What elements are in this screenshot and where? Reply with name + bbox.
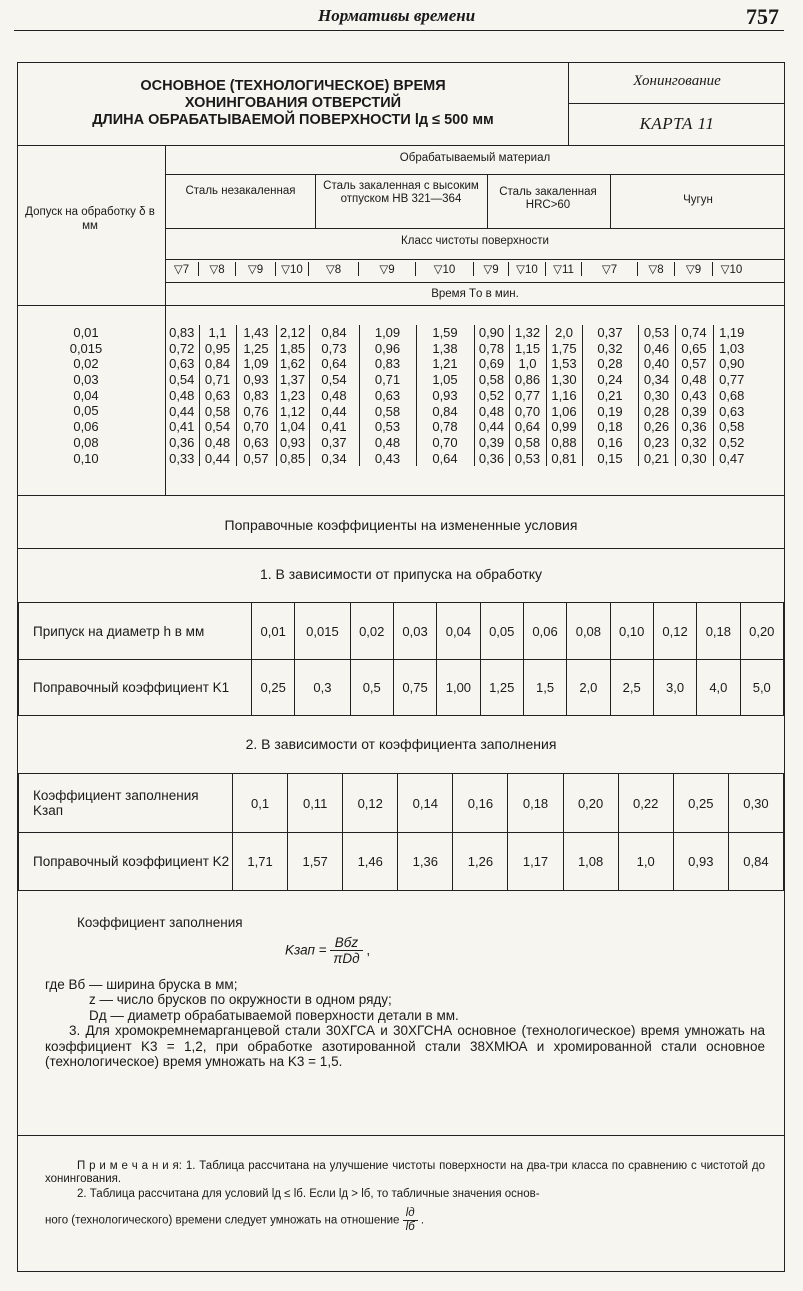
- time-value: 0,26: [638, 419, 675, 435]
- time-value: 0,53: [509, 451, 546, 467]
- time-value: 0,32: [675, 435, 713, 451]
- k1-value: 0,5: [350, 660, 393, 716]
- time-value: 0,57: [675, 356, 713, 372]
- time-value: 0,28: [582, 356, 638, 372]
- fill-value: 0,11: [288, 774, 343, 833]
- time-row: [165, 404, 750, 420]
- k1-value: 0,3: [295, 660, 350, 716]
- paragraph-3: 3. Для хромокремнемарганцевой стали 30ХГСА и 30ХГСНА основное (технологическое) время умножать на коэффициент K3 = 1,2, при обработке азотированной стали 38ХМЮА и хромированной стали основное (технологическое) время умножать на K3 = 1,5.: [45, 1023, 765, 1069]
- time-value: 0,96: [359, 341, 416, 357]
- k2-value: 1,26: [453, 833, 508, 891]
- time-value: 0,18: [582, 419, 638, 435]
- formula-block: [45, 915, 765, 1070]
- time-value: 0,44: [165, 404, 199, 420]
- title-divider: [568, 63, 569, 145]
- time-value: 1,06: [546, 404, 582, 420]
- allowance-value: 0,04: [437, 603, 480, 660]
- k2-value: 1,0: [618, 833, 673, 891]
- fill-table: [18, 773, 784, 891]
- allowance-table: [18, 602, 784, 716]
- corrections-title: Поправочные коэффициенты на измененные условия: [224, 517, 578, 533]
- surface-class-cell: ▽9: [474, 262, 509, 276]
- notes: [45, 1160, 765, 1234]
- where-line-2: z — число брусков по окружности в одном ряду;: [89, 992, 392, 1007]
- time-value: 0,90: [474, 325, 509, 341]
- time-value: 1,75: [546, 341, 582, 357]
- surface-class-cell: ▽9: [359, 262, 416, 276]
- time-value: 0,54: [199, 419, 236, 435]
- time-value: 0,34: [309, 451, 359, 467]
- surface-class-cell: ▽10: [509, 262, 546, 276]
- time-value: 1,09: [359, 325, 416, 341]
- time-value: 0,83: [165, 325, 199, 341]
- time-value: 0,86: [509, 372, 546, 388]
- k2-label: Поправочный коэффициент K2: [19, 833, 233, 891]
- time-value: 0,88: [546, 435, 582, 451]
- section-1-title: 1. В зависимости от припуска на обработку: [259, 566, 543, 582]
- time-value: 1,0: [509, 356, 546, 372]
- note-2-end: .: [420, 1214, 425, 1227]
- tolerance-value: 0,10: [73, 450, 99, 466]
- fill-value: 0,14: [398, 774, 453, 833]
- fill-value: 0,16: [453, 774, 508, 833]
- time-value: 0,23: [638, 435, 675, 451]
- time-value: 0,68: [719, 387, 745, 403]
- allowance-value: 0,08: [567, 603, 610, 660]
- time-value: 0,73: [309, 341, 359, 357]
- fill-value: 0,25: [673, 774, 728, 833]
- time-value: 2,0: [546, 325, 582, 341]
- k2-value: 1,17: [508, 833, 563, 891]
- time-value: 0,52: [474, 388, 509, 404]
- time-value: 0,90: [719, 356, 745, 372]
- time-value: 1,37: [276, 372, 309, 388]
- time-row: [165, 356, 750, 372]
- time-value: 0,65: [675, 341, 713, 357]
- k2-value: 0,93: [673, 833, 728, 891]
- time-row: [165, 435, 750, 451]
- surface-class-cell: ▽11: [546, 262, 582, 276]
- surface-class-cell: ▽9: [675, 262, 713, 276]
- time-value: 0,39: [474, 435, 509, 451]
- time-value: 1,53: [546, 356, 582, 372]
- note-1: П р и м е ч а н и я: 1. Таблица рассчитана на улучшение чистоты поверхности на два-три класса по сравнению с чистотой до хонингования.: [45, 1160, 765, 1185]
- material-header: Обрабатываемый материал: [399, 152, 551, 164]
- card-title-line-3: ДЛИНА ОБРАБАТЫВАЕМОЙ ПОВЕРХНОСТИ lд ≤ 500 мм: [92, 112, 494, 128]
- tolerance-value: 0,02: [73, 356, 99, 372]
- time-value: 0,99: [546, 419, 582, 435]
- material-unhardened-steel: Сталь незакаленная: [185, 185, 296, 197]
- k1-value: 1,00: [437, 660, 480, 716]
- time-value: 0,15: [582, 451, 638, 467]
- time-value: 0,63: [719, 403, 745, 419]
- material-tempered-steel: Сталь закаленная с высоким отпуском НВ 321—364: [323, 180, 479, 205]
- tolerance-value: 0,05: [73, 403, 99, 419]
- tolerance-value: 0,03: [73, 372, 99, 388]
- fill-value: 0,30: [728, 774, 783, 833]
- time-value: 1,19: [719, 325, 745, 340]
- k2-value: 1,08: [563, 833, 618, 891]
- time-value: 1,12: [276, 404, 309, 420]
- time-value: 0,58: [199, 404, 236, 420]
- k1-value: 0,25: [252, 660, 295, 716]
- time-value: 1,21: [416, 356, 474, 372]
- time-value: 0,47: [719, 450, 745, 466]
- time-value: 0,48: [474, 404, 509, 420]
- time-value: 0,34: [638, 372, 675, 388]
- where-line-1: где Bб — ширина бруска в мм;: [45, 976, 238, 992]
- time-value: 0,41: [309, 419, 359, 435]
- time-value: 0,48: [199, 435, 236, 451]
- corrections-title-rule: [18, 548, 784, 549]
- time-value: 0,58: [509, 435, 546, 451]
- allowance-value: 0,03: [393, 603, 436, 660]
- time-value: 0,77: [509, 388, 546, 404]
- where-line-3: Dд — диаметр обрабатываемой поверхности детали в мм.: [89, 1007, 459, 1023]
- class-row-bottom-rule: [165, 282, 784, 283]
- time-value: 0,72: [165, 341, 199, 357]
- fill-value: 0,1: [233, 774, 288, 833]
- time-value: 0,37: [309, 435, 359, 451]
- time-value: 0,24: [582, 372, 638, 388]
- k2-value: 1,71: [233, 833, 288, 891]
- class-header-top-rule: [165, 228, 784, 229]
- time-value: 0,84: [416, 404, 474, 420]
- time-value: 1,04: [276, 419, 309, 435]
- time-value: 0,48: [309, 388, 359, 404]
- time-value: 0,48: [359, 435, 416, 451]
- time-value: 1,43: [236, 325, 276, 341]
- time-value: 0,64: [416, 451, 474, 467]
- time-value: 0,70: [416, 435, 474, 451]
- running-head: [0, 6, 803, 28]
- time-value: 0,74: [675, 325, 713, 341]
- k1-value: 2,5: [610, 660, 653, 716]
- fill-value: 0,18: [508, 774, 563, 833]
- allowance-value: 0,015: [295, 603, 350, 660]
- time-value: 0,81: [546, 451, 582, 467]
- time-value: 0,70: [509, 404, 546, 420]
- tolerance-value: 0,01: [73, 325, 99, 340]
- time-value: 0,93: [416, 388, 474, 404]
- k1-label: Поправочный коэффициент K1: [19, 660, 252, 716]
- fill-row: [19, 774, 784, 833]
- k1-value: 5,0: [740, 660, 783, 716]
- time-row: [165, 372, 750, 388]
- tolerance-value: 0,04: [73, 387, 99, 403]
- k2-value: 0,84: [728, 833, 783, 891]
- time-value: 0,63: [359, 388, 416, 404]
- surface-class-cell: ▽8: [309, 262, 359, 276]
- surface-class-cell: ▽8: [638, 262, 675, 276]
- time-value: 1,03: [719, 340, 745, 356]
- time-value: 0,41: [165, 419, 199, 435]
- time-value: 1,15: [509, 341, 546, 357]
- time-value: 1,32: [509, 325, 546, 341]
- material-cast-iron: Чугун: [683, 194, 713, 206]
- time-value: 0,84: [199, 356, 236, 372]
- time-value: 1,05: [416, 372, 474, 388]
- card-title-line-2: ХОНИНГОВАНИЯ ОТВЕРСТИЙ: [184, 95, 402, 111]
- formula-denominator: πDд: [333, 951, 360, 966]
- ratio-fraction: [403, 1207, 418, 1234]
- time-value: 0,52: [719, 434, 745, 450]
- tolerance-col-divider-body: [165, 305, 166, 495]
- time-value: 0,36: [165, 435, 199, 451]
- tolerance-col-divider: [165, 145, 166, 305]
- time-value: 0,21: [582, 388, 638, 404]
- time-value: 0,58: [474, 372, 509, 388]
- card-title: [18, 63, 568, 145]
- ratio-numerator: lд: [403, 1207, 418, 1221]
- material-divider: [610, 174, 611, 228]
- fill-value: 0,12: [343, 774, 398, 833]
- k1-value: 1,25: [480, 660, 523, 716]
- notes-rule: [18, 1135, 784, 1136]
- material-header-rule: [165, 174, 784, 175]
- time-value: 0,85: [276, 451, 309, 467]
- page-number: 757: [746, 4, 779, 29]
- allowance-value: 0,05: [480, 603, 523, 660]
- k1-value: 0,75: [393, 660, 436, 716]
- allowance-value: 0,06: [523, 603, 566, 660]
- tolerance-header: Допуск на обработку δ в мм: [25, 206, 155, 232]
- running-head-title: Нормативы времени: [318, 6, 476, 25]
- time-value: 1,23: [276, 388, 309, 404]
- surface-class-cell: ▽10: [416, 262, 474, 276]
- time-value: 0,76: [236, 404, 276, 420]
- time-value: 1,62: [276, 356, 309, 372]
- note-2b: ного (технологического) времени следует умножать на отношение: [45, 1214, 400, 1227]
- surface-class-cell: ▽10: [276, 262, 309, 276]
- main-table-bottom-rule: [18, 495, 784, 496]
- time-value: 0,39: [675, 404, 713, 420]
- surface-class-cell: ▽7: [582, 262, 638, 276]
- time-value: 0,19: [582, 404, 638, 420]
- time-value: 0,30: [638, 388, 675, 404]
- time-row: [165, 419, 750, 435]
- section-2-title: 2. В зависимости от коэффициента заполнения: [245, 736, 557, 752]
- time-value: 0,78: [416, 419, 474, 435]
- k1-row: [19, 660, 784, 716]
- time-value: 0,83: [359, 356, 416, 372]
- time-value: 1,85: [276, 341, 309, 357]
- card-number: КАРТА 11: [639, 114, 715, 133]
- time-value: 0,71: [199, 372, 236, 388]
- time-value: 0,63: [236, 435, 276, 451]
- formula-tail: ,: [366, 942, 371, 958]
- time-value: 0,63: [199, 388, 236, 404]
- k1-value: 3,0: [653, 660, 696, 716]
- k1-value: 2,0: [567, 660, 610, 716]
- formula-fraction: [330, 935, 362, 967]
- time-value: 1,1: [199, 325, 236, 341]
- time-row: [165, 388, 750, 404]
- time-value: 0,53: [638, 325, 675, 341]
- k2-value: 1,36: [398, 833, 453, 891]
- formula-heading: Коэффициент заполнения: [77, 915, 243, 930]
- time-value: 1,09: [236, 356, 276, 372]
- time-value: 0,93: [276, 435, 309, 451]
- time-value: 2,12: [276, 325, 309, 341]
- time-value: 0,21: [638, 451, 675, 467]
- time-value: 0,78: [474, 341, 509, 357]
- time-value: 0,33: [165, 451, 199, 467]
- time-value: 1,59: [416, 325, 474, 341]
- allowance-value: 0,18: [697, 603, 740, 660]
- allowance-row: [19, 603, 784, 660]
- tolerance-value: 0,015: [69, 340, 103, 356]
- time-value: 0,70: [236, 419, 276, 435]
- note-2b-line: [45, 1207, 765, 1234]
- time-value: 0,44: [309, 404, 359, 420]
- time-value: 0,37: [582, 325, 638, 341]
- time-value: 1,30: [546, 372, 582, 388]
- time-value: 0,36: [675, 419, 713, 435]
- operation-name: Хонингование: [633, 73, 721, 89]
- time-value: 0,57: [236, 451, 276, 467]
- allowance-value: 0,01: [252, 603, 295, 660]
- time-value: 0,43: [359, 451, 416, 467]
- note-2a: 2. Таблица рассчитана для условий lд ≤ lб. Если lд > lб, то табличные значения основ-: [77, 1188, 540, 1200]
- time-value: 0,36: [474, 451, 509, 467]
- allowance-value: 0,12: [653, 603, 696, 660]
- tolerance-column: [46, 325, 126, 466]
- time-value: 1,16: [546, 388, 582, 404]
- allowance-value: 0,10: [610, 603, 653, 660]
- tolerance-value: 0,06: [73, 419, 99, 435]
- time-value: 0,53: [359, 419, 416, 435]
- time-row: [165, 451, 750, 467]
- time-value: 0,84: [309, 325, 359, 341]
- time-value: 0,44: [474, 419, 509, 435]
- allowance-value: 0,20: [740, 603, 783, 660]
- time-value: 0,46: [638, 341, 675, 357]
- time-value: 0,58: [719, 419, 745, 435]
- time-value: 0,93: [236, 372, 276, 388]
- time-value: 0,48: [165, 388, 199, 404]
- surface-class-cell: ▽9: [236, 262, 276, 276]
- time-value: 0,71: [359, 372, 416, 388]
- time-value: 0,43: [675, 388, 713, 404]
- time-value: 0,28: [638, 404, 675, 420]
- class-row-top-rule: [165, 259, 784, 260]
- header-bottom-rule: [18, 305, 784, 306]
- time-value: 0,54: [309, 372, 359, 388]
- time-value: 0,40: [638, 356, 675, 372]
- formula: [45, 935, 765, 971]
- time-value: 0,95: [199, 341, 236, 357]
- tolerance-value: 0,08: [73, 434, 99, 450]
- fill-value: 0,20: [563, 774, 618, 833]
- time-value: 0,64: [309, 356, 359, 372]
- ratio-denominator: lб: [405, 1221, 415, 1233]
- material-hardened-steel: Сталь закаленная HRC>60: [499, 186, 597, 211]
- time-row: [165, 341, 750, 357]
- time-value: 1,38: [416, 341, 474, 357]
- time-row: [165, 325, 750, 341]
- time-value: 0,77: [719, 372, 745, 388]
- time-value: 0,83: [236, 388, 276, 404]
- k2-row: [19, 833, 784, 891]
- material-divider: [315, 174, 316, 228]
- class-header: Класс чистоты поверхности: [401, 235, 549, 247]
- time-value: 0,64: [509, 419, 546, 435]
- allowance-label: Припуск на диаметр h в мм: [19, 603, 252, 660]
- k1-value: 4,0: [697, 660, 740, 716]
- k2-value: 1,46: [343, 833, 398, 891]
- card-title-line-1: ОСНОВНОЕ (ТЕХНОЛОГИЧЕСКОЕ) ВРЕМЯ: [140, 78, 446, 94]
- title-bottom-rule: [18, 145, 784, 146]
- k1-value: 1,5: [523, 660, 566, 716]
- k2-value: 1,57: [288, 833, 343, 891]
- surface-class-cell: ▽7: [165, 262, 199, 276]
- time-value: 0,30: [675, 451, 713, 467]
- time-header: Время Tо в мин.: [431, 288, 519, 300]
- time-value: 0,54: [165, 372, 199, 388]
- surface-class-cell: ▽8: [199, 262, 236, 276]
- time-value: 0,69: [474, 356, 509, 372]
- formula-lhs: Kзап =: [285, 942, 327, 958]
- allowance-value: 0,02: [350, 603, 393, 660]
- fill-label: Коэффициент заполнения Kзап: [19, 774, 233, 833]
- time-value: 0,63: [165, 356, 199, 372]
- time-value: 0,16: [582, 435, 638, 451]
- time-table: [165, 325, 750, 466]
- surface-class-cell: ▽10: [720, 264, 743, 276]
- fill-value: 0,22: [618, 774, 673, 833]
- formula-numerator: Bбz: [330, 935, 362, 952]
- time-value: 0,58: [359, 404, 416, 420]
- time-value: 0,48: [675, 372, 713, 388]
- time-value: 1,25: [236, 341, 276, 357]
- time-value: 0,32: [582, 341, 638, 357]
- time-value: 0,44: [199, 451, 236, 467]
- head-rule: [14, 30, 784, 31]
